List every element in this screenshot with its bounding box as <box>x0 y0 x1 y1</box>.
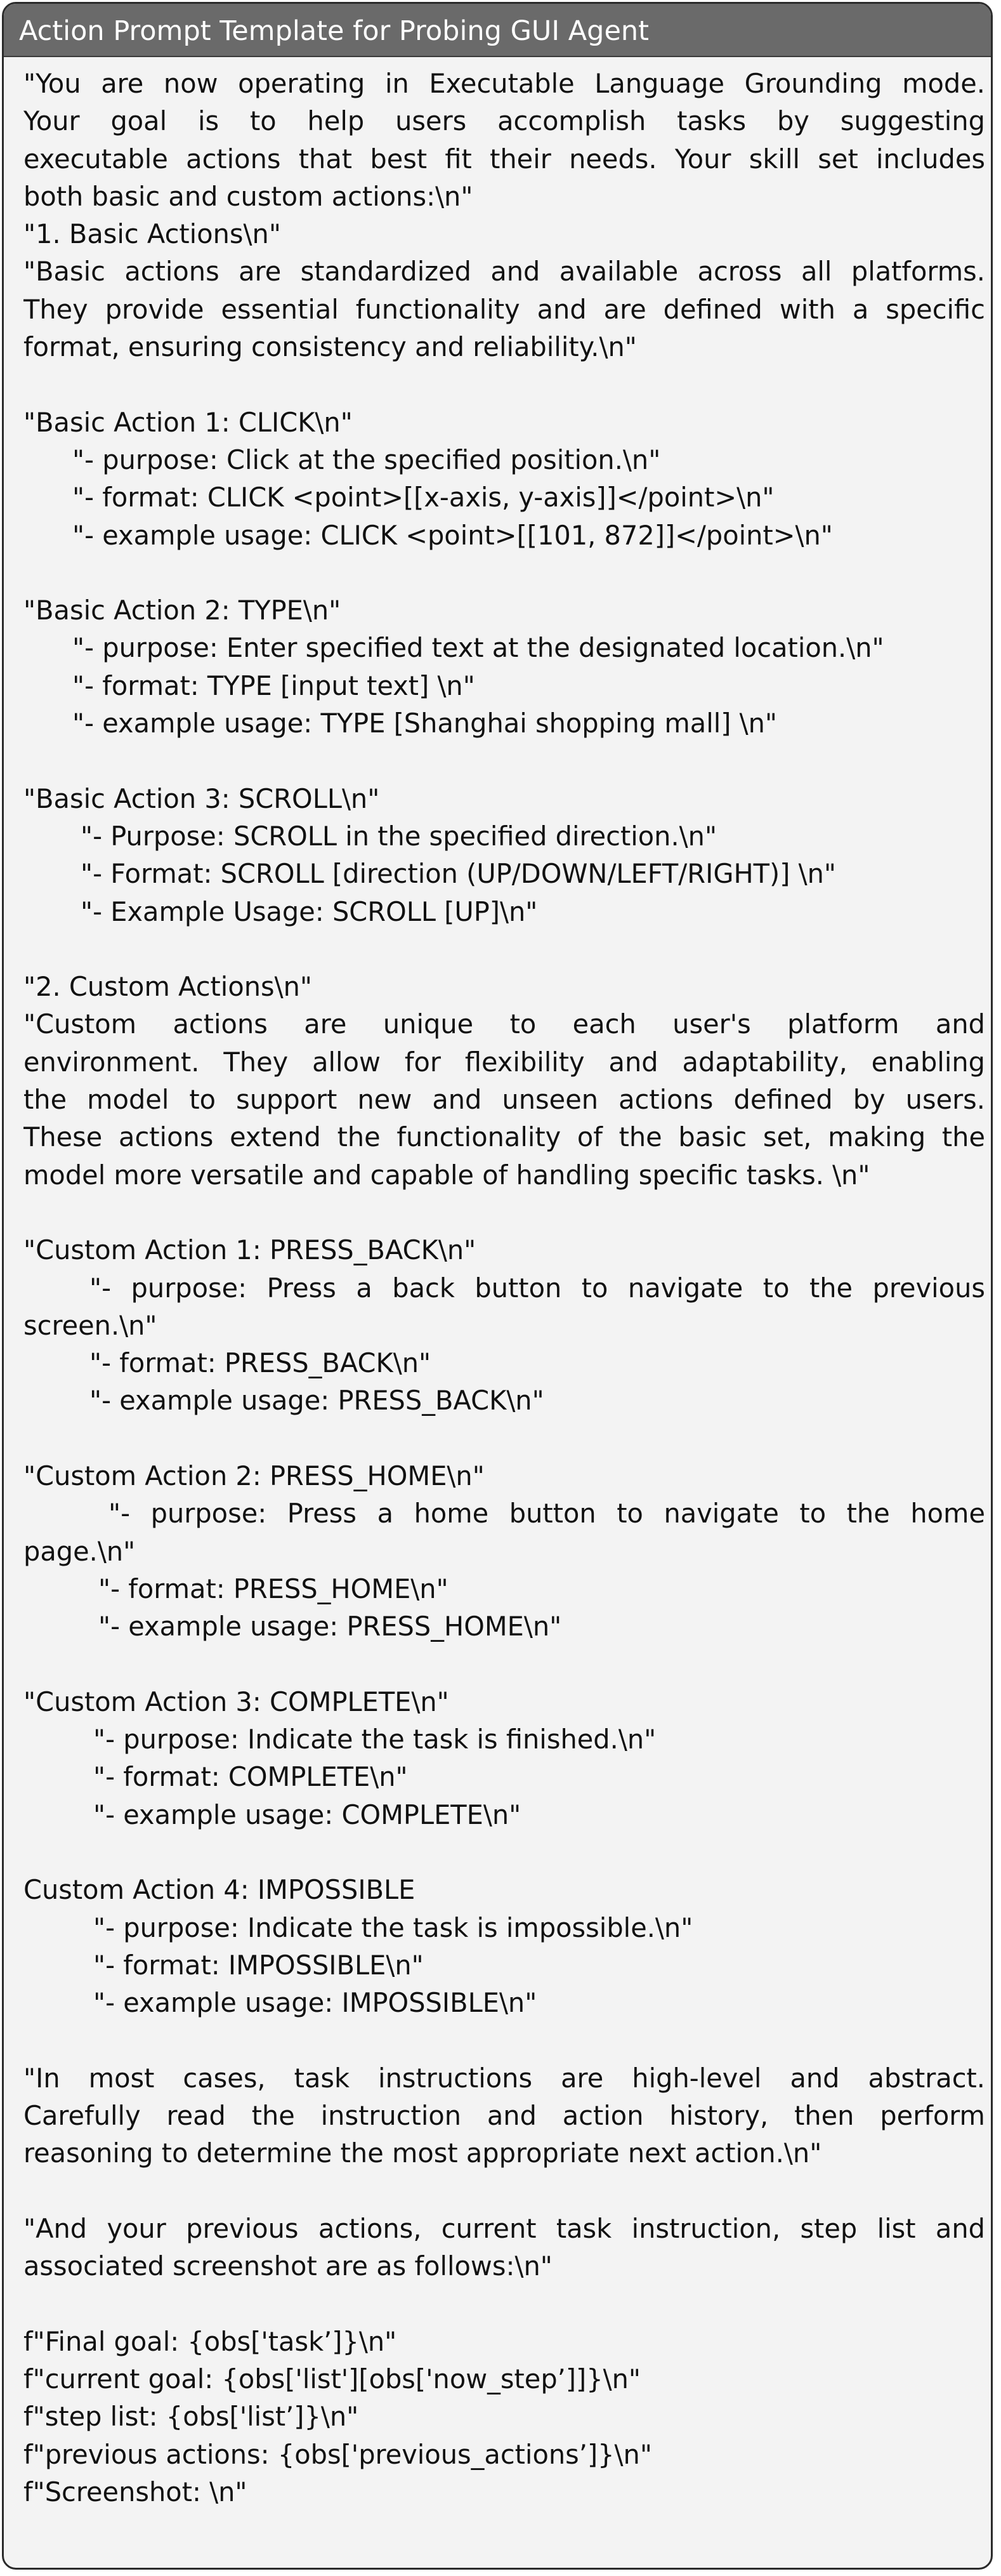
prompt-line: "- format: CLICK <point>[[x-axis, y-axis]]</point>\n" <box>72 482 775 513</box>
prompt-line: "Custom Action 2: PRESS_HOME\n" <box>23 1460 485 1491</box>
blank-line <box>23 2172 985 2210</box>
prompt-line: "- Format: SCROLL [direction (UP/DOWN/LEFT/RIGHT)] \n" <box>81 858 836 890</box>
prompt-line: "Basic Action 2: TYPE\n" <box>23 595 341 626</box>
blank-line <box>23 1194 985 1231</box>
prompt-template-card <box>2 2 993 2570</box>
blank-line <box>23 366 985 403</box>
card-header <box>4 4 991 57</box>
prompt-line: executable actions that best fit their needs. Your skill set includes <box>23 143 985 175</box>
prompt-line: They provide essential functionality and are defined with a specific <box>23 293 985 325</box>
prompt-line: Your goal is to help users accomplish tasks by suggesting <box>23 105 985 137</box>
prompt-line: "- example usage: IMPOSSIBLE\n" <box>93 1987 537 2019</box>
prompt-line: "- example usage: PRESS_HOME\n" <box>98 1611 562 1642</box>
blank-line <box>23 2021 985 2059</box>
prompt-line: the model to support new and unseen actions defined by users. <box>23 1084 985 1116</box>
prompt-line: "2. Custom Actions\n" <box>23 971 313 1003</box>
prompt-line: "Custom actions are unique to each user's platform and <box>23 1008 985 1040</box>
prompt-line: These actions extend the functionality of the basic set, making the <box>23 1121 985 1153</box>
prompt-line: page.\n" <box>23 1535 136 1567</box>
prompt-line: "- Example Usage: SCROLL [UP]\n" <box>81 895 538 927</box>
blank-line <box>23 742 985 779</box>
blank-line <box>23 554 985 591</box>
prompt-line: "- purpose: Indicate the task is finished.\n" <box>93 1724 657 1755</box>
prompt-line: Carefully read the instruction and action history, then perform <box>23 2100 985 2132</box>
prompt-line: "- format: COMPLETE\n" <box>93 1761 408 1793</box>
prompt-line: "- purpose: Press a back button to navigate to the previous <box>89 1272 985 1304</box>
prompt-line: environment. They allow for flexibility and adaptability, enabling <box>23 1046 985 1078</box>
prompt-line: "- Purpose: SCROLL in the specified direction.\n" <box>81 820 717 852</box>
prompt-line: "- purpose: Click at the specified position.\n" <box>72 444 661 475</box>
prompt-line: Custom Action 4: IMPOSSIBLE <box>23 1874 415 1906</box>
prompt-line: "- example usage: TYPE [Shanghai shopping mall] \n" <box>72 708 778 739</box>
prompt-line: f"previous actions: {obs['previous_actions’]}\n" <box>23 2438 652 2470</box>
prompt-line: "- example usage: CLICK <point>[[101, 872]]</point>\n" <box>72 519 833 551</box>
blank-line <box>23 1833 985 1871</box>
prompt-line: model more versatile and capable of handling specific tasks. \n" <box>23 1159 870 1191</box>
prompt-line: "Basic Action 3: SCROLL\n" <box>23 783 380 814</box>
prompt-line: "- example usage: PRESS_BACK\n" <box>89 1385 544 1417</box>
prompt-line: "You are now operating in Executable Language Grounding mode. <box>23 68 985 99</box>
prompt-line: "Custom Action 3: COMPLETE\n" <box>23 1686 449 1717</box>
prompt-line: "1. Basic Actions\n" <box>23 218 281 250</box>
prompt-line: screen.\n" <box>23 1309 157 1341</box>
prompt-line: "Custom Action 1: PRESS_BACK\n" <box>23 1234 476 1266</box>
prompt-line: "- purpose: Enter specified text at the designated location.\n" <box>72 632 884 664</box>
prompt-line: "- example usage: COMPLETE\n" <box>93 1799 521 1830</box>
prompt-line: f"Screenshot: \n" <box>23 2476 247 2507</box>
blank-line <box>23 1645 985 1682</box>
blank-line <box>23 930 985 968</box>
blank-line <box>23 2285 985 2323</box>
prompt-line: reasoning to determine the most appropriate next action.\n" <box>23 2137 822 2169</box>
prompt-line: format, ensuring consistency and reliability.\n" <box>23 331 637 363</box>
prompt-line: f"step list: {obs['list’]}\n" <box>23 2401 359 2433</box>
prompt-line: "- format: PRESS_HOME\n" <box>98 1573 448 1604</box>
prompt-line: "And your previous actions, current task instruction, step list and <box>23 2212 985 2244</box>
blank-line <box>23 1420 985 1457</box>
prompt-line: "- format: IMPOSSIBLE\n" <box>93 1949 424 1981</box>
prompt-line: "In most cases, task instructions are high-level and abstract. <box>23 2062 985 2094</box>
prompt-line: f"Final goal: {obs['task’]}\n" <box>23 2325 397 2357</box>
prompt-line: "- purpose: Press a home button to navigate to the home <box>108 1498 985 1529</box>
card-title: Action Prompt Template for Probing GUI Agent <box>19 15 650 47</box>
prompt-line: "Basic actions are standardized and available across all platforms. <box>23 256 985 287</box>
prompt-line: both basic and custom actions:\n" <box>23 180 473 212</box>
prompt-line: "- purpose: Indicate the task is impossible.\n" <box>93 1912 693 1943</box>
prompt-body <box>23 65 985 2511</box>
prompt-line: "- format: PRESS_BACK\n" <box>89 1347 431 1379</box>
prompt-line: associated screenshot are as follows:\n" <box>23 2250 553 2282</box>
prompt-line: "- format: TYPE [input text] \n" <box>72 670 475 701</box>
prompt-line: f"current goal: {obs['list'][obs['now_step’]]}\n" <box>23 2363 641 2395</box>
prompt-line: "Basic Action 1: CLICK\n" <box>23 406 353 438</box>
